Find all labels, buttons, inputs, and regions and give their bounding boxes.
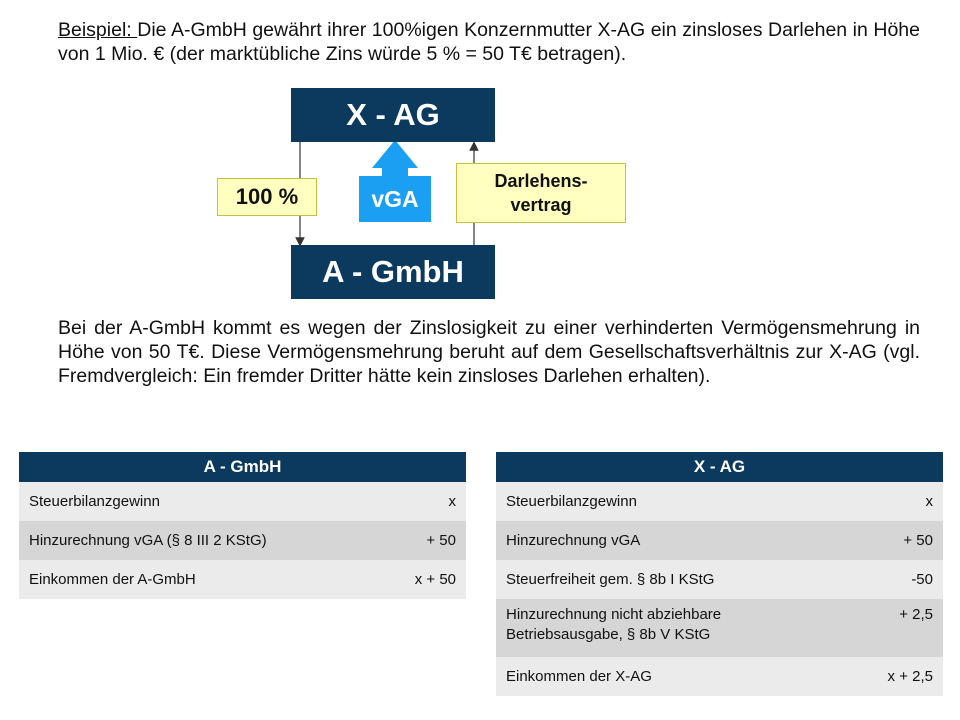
table-row bbox=[19, 482, 466, 521]
row-value: + 50 bbox=[903, 532, 933, 549]
table-a-title: A - GmbH bbox=[19, 452, 466, 482]
table-row bbox=[496, 482, 943, 521]
contract-label-line2: vertrag bbox=[510, 195, 572, 215]
row-value: x + 50 bbox=[414, 571, 456, 588]
contract-label bbox=[456, 163, 626, 223]
table-row bbox=[19, 521, 466, 560]
vga-label: vGA bbox=[359, 176, 431, 222]
table-row bbox=[496, 560, 943, 599]
intro-text: Die A-GmbH gewährt ihrer 100%igen Konzernmutter X-AG ein zinsloses Darlehen in Höhe von 1 Mio. € (der marktübliche Zins würde 5 % = 50 T€ betragen). bbox=[58, 19, 920, 65]
row-label: Hinzurechnung vGA (§ 8 III 2 KStG) bbox=[29, 532, 267, 549]
table-a-gmbh bbox=[19, 452, 466, 599]
contract-label-line1: Darlehens- bbox=[494, 171, 588, 191]
share-label: 100 % bbox=[217, 178, 317, 216]
table-x-title: X - AG bbox=[496, 452, 943, 482]
table-x-ag bbox=[496, 452, 943, 696]
table-row bbox=[496, 599, 943, 657]
a-gmbh-box: A - GmbH bbox=[291, 245, 495, 299]
table-row bbox=[496, 521, 943, 560]
row-value: + 2,5 bbox=[899, 606, 933, 623]
row-label: Steuerbilanzgewinn bbox=[29, 493, 160, 510]
row-value: + 50 bbox=[426, 532, 456, 549]
row-label: Hinzurechnung vGA bbox=[506, 532, 641, 549]
row-label: Steuerfreiheit gem. § 8b I KStG bbox=[506, 571, 715, 588]
row-value: x + 2,5 bbox=[887, 668, 933, 685]
row-value: -50 bbox=[911, 571, 933, 588]
row-label: Einkommen der A-GmbH bbox=[29, 571, 196, 588]
row-label: Einkommen der X-AG bbox=[506, 668, 652, 685]
row-label: Hinzurechnung nicht abziehbare Betriebsausgabe, § 8b V KStG bbox=[506, 606, 722, 643]
intro-lead: Beispiel: bbox=[58, 19, 138, 41]
explanation-paragraph: Bei der A-GmbH kommt es wegen der Zinslosigkeit zu einer verhinderten Vermögensmehrung in Höhe von 50 T€. Diese Vermögensmehrung beruht auf dem Gesellschaftsverhältnis zur X-AG (vgl. Fremdvergleich: Ein fremder Dritter hätte kein zinsloses Darlehen erhalten). bbox=[58, 317, 920, 387]
table-row bbox=[19, 560, 466, 599]
row-value: x bbox=[925, 493, 933, 510]
x-ag-box: X - AG bbox=[291, 88, 495, 142]
row-value: x bbox=[448, 493, 456, 510]
table-row bbox=[496, 657, 943, 696]
row-label: Steuerbilanzgewinn bbox=[506, 493, 637, 510]
